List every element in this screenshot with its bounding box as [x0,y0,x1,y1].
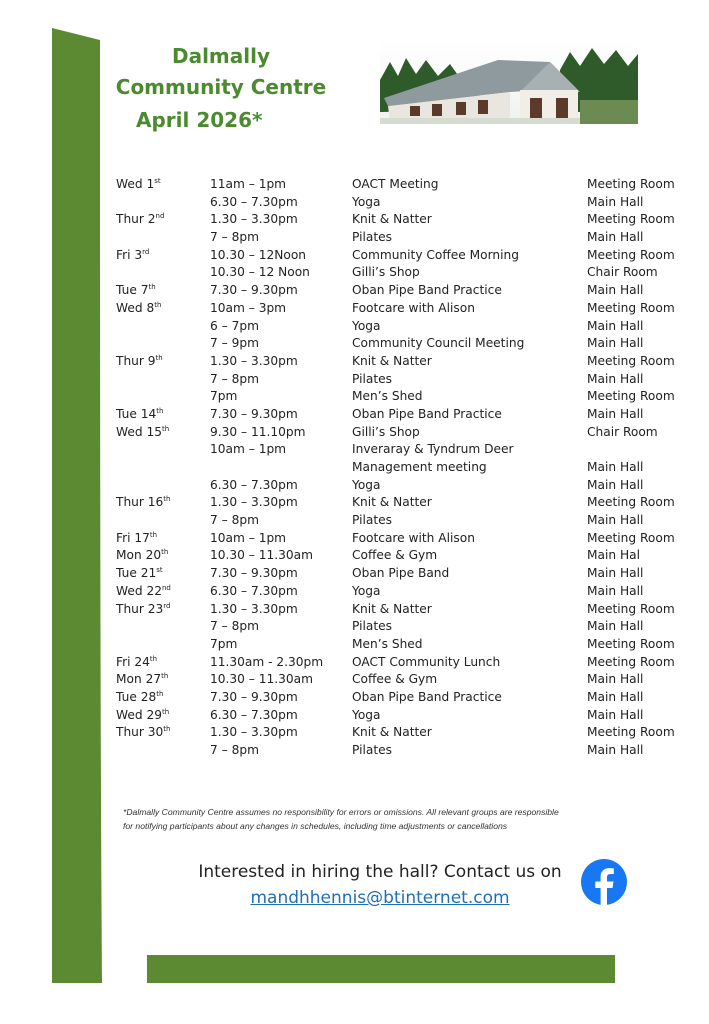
schedule-row [116,388,686,406]
schedule-row [116,371,686,389]
schedule-time: 6 – 7pm [210,318,259,333]
schedule-day-suffix: st [156,566,163,575]
schedule-table [116,176,686,760]
schedule-time: 11.30am - 2.30pm [210,654,324,669]
schedule-day-text: Thur 23 [116,601,164,616]
schedule-day [116,353,163,371]
schedule-time: 7 – 9pm [210,336,259,351]
schedule-day [116,565,163,583]
schedule-time: 7.30 – 9.30pm [210,406,298,421]
schedule-row [116,300,686,318]
schedule-time: 1.30 – 3.30pm [210,725,298,740]
schedule-row [116,636,686,654]
schedule-event: Oban Pipe Band Practice [352,283,502,298]
title-month: April 2026* [136,108,263,132]
schedule-day [116,583,171,601]
schedule-day [116,211,164,229]
schedule-time: 10am – 1pm [210,530,287,545]
schedule-day-text: Tue 7 [116,283,149,298]
schedule-row [116,264,686,282]
schedule-day-text: Wed 22 [116,583,162,598]
schedule-day-text: Mon 20 [116,548,162,563]
schedule-event: Knit & Natter [352,601,432,616]
schedule-row [116,530,686,548]
schedule-day-text: Thur 16 [116,495,164,510]
schedule-day-text: Mon 27 [116,672,162,687]
schedule-event: Men’s Shed [352,636,423,651]
schedule-day [116,282,156,300]
schedule-day-suffix: th [163,725,171,734]
schedule-room: Main Hall [587,743,644,757]
schedule-event: Gilli’s Shop [352,265,420,280]
schedule-room: Main Hall [587,672,644,687]
schedule-day-text: Tue 21 [116,566,157,581]
schedule-room: Main Hall [587,283,644,298]
schedule-row [116,406,686,424]
schedule-room: Main Hall [587,707,644,722]
contact-email-link[interactable]: mandhhennis@btinternet.com [250,888,510,908]
schedule-room: Main Hall [587,477,644,492]
schedule-room: Main Hall [587,619,644,634]
schedule-row [116,353,686,371]
schedule-row [116,742,686,760]
schedule-day-suffix: nd [155,212,165,221]
schedule-event: Coffee & Gym [352,672,438,687]
bottom-green-bar [147,955,615,983]
schedule-day-suffix: th [161,672,169,681]
schedule-time: 7 – 8pm [210,230,259,245]
schedule-day [116,424,169,442]
schedule-room: Meeting Room [587,177,675,191]
schedule-event: Yoga [352,477,381,492]
schedule-room: Main Hall [587,318,644,333]
schedule-time: 7.30 – 9.30pm [210,689,298,704]
schedule-day [116,724,170,742]
schedule-day [116,530,157,548]
schedule-event: Oban Pipe Band Practice [352,406,502,421]
schedule-event: OACT Community Lunch [352,654,501,669]
schedule-room: Meeting Room [587,247,675,262]
schedule-room: Main Hall [587,194,644,209]
schedule-event: Yoga [352,583,381,598]
schedule-room: Meeting Room [587,212,675,227]
schedule-room: Main Hal [587,548,640,563]
schedule-day-text: Fri 24 [116,654,150,669]
schedule-day-text: Thur 9 [116,353,156,368]
schedule-event: Community Coffee Morning [352,247,519,262]
schedule-row [116,601,686,619]
schedule-room: Meeting Room [587,300,675,315]
schedule-day [116,300,161,318]
schedule-row [116,477,686,495]
schedule-day-text: Wed 8 [116,300,155,315]
schedule-event: Knit & Natter [352,725,432,740]
schedule-row [116,494,686,512]
schedule-event: Pilates [352,619,392,634]
schedule-day-text: Tue 14 [116,406,157,421]
schedule-row [116,318,686,336]
schedule-day-suffix: th [156,689,164,698]
schedule-day-text: Tue 28 [116,689,157,704]
schedule-day-text: Fri 17 [116,530,150,545]
schedule-room: Meeting Room [587,495,675,510]
schedule-day-suffix: st [154,176,161,185]
schedule-day-suffix: th [148,283,156,292]
schedule-room: Meeting Room [587,725,675,740]
schedule-time: 10.30 – 12 Noon [210,265,310,280]
schedule-day-text: Fri 3 [116,247,143,262]
schedule-event: Gilli’s Shop [352,424,420,439]
schedule-event: Inveraray & Tyndrum Deer [352,442,514,457]
schedule-day-suffix: rd [163,601,171,610]
schedule-time: 6.30 – 7.30pm [210,707,298,722]
schedule-row [116,583,686,601]
schedule-row [116,441,686,459]
schedule-room: Main Hall [587,689,644,704]
schedule-event: Pilates [352,743,392,757]
schedule-row [116,618,686,636]
schedule-room: Main Hall [587,406,644,421]
schedule-room: Meeting Room [587,530,675,545]
schedule-day [116,654,157,672]
left-green-bar [0,0,120,1024]
schedule-event: OACT Meeting [352,177,439,191]
schedule-day-suffix: th [163,495,171,504]
schedule-time: 1.30 – 3.30pm [210,353,298,368]
schedule-day-suffix: th [149,530,158,539]
disclaimer-line-2: for notifying participants about any changes in schedules, including time adjustments or cancellations [123,821,508,831]
schedule-row [116,512,686,530]
schedule-day-suffix: th [156,406,164,415]
schedule-day-text: Wed 29 [116,707,162,722]
schedule-day-text: Thur 30 [116,725,164,740]
schedule-day [116,547,168,565]
schedule-day-suffix: th [161,548,169,557]
schedule-row [116,247,686,265]
schedule-room: Main Hall [587,513,644,528]
schedule-day-suffix: th [154,300,162,309]
schedule-row [116,547,686,565]
schedule-time: 10.30 – 12Noon [210,247,306,262]
schedule-time: 1.30 – 3.30pm [210,495,298,510]
schedule-day-suffix: th [161,424,170,433]
schedule-day [116,601,171,619]
schedule-event: Management meeting [352,460,487,474]
schedule-time: 11am – 1pm [210,177,287,191]
schedule-room: Meeting Room [587,636,675,651]
schedule-row [116,194,686,212]
schedule-room: Main Hall [587,336,644,351]
schedule-time: 7.30 – 9.30pm [210,283,298,298]
schedule-event: Yoga [352,318,381,333]
schedule-time: 6.30 – 7.30pm [210,583,298,598]
community-centre-photo [380,40,638,124]
schedule-time: 7.30 – 9.30pm [210,566,298,581]
schedule-time: 1.30 – 3.30pm [210,212,298,227]
schedule-room: Main Hall [587,566,644,581]
schedule-room: Main Hall [587,460,644,474]
schedule-time: 7pm [210,636,238,651]
facebook-icon[interactable] [580,858,628,906]
schedule-row [116,689,686,707]
schedule-row [116,565,686,583]
schedule-day-suffix: th [161,707,170,716]
schedule-row [116,707,686,725]
schedule-row [116,424,686,442]
schedule-time: 7 – 8pm [210,371,259,386]
schedule-room: Meeting Room [587,389,675,404]
schedule-event: Coffee & Gym [352,548,438,563]
schedule-time: 7pm [210,389,238,404]
schedule-day-suffix: rd [142,247,150,256]
disclaimer [123,805,663,833]
schedule-room: Meeting Room [587,654,675,669]
schedule-time: 10.30 – 11.30am [210,548,313,563]
schedule-event: Knit & Natter [352,495,432,510]
schedule-event: Community Council Meeting [352,336,525,351]
schedule-event: Pilates [352,371,392,386]
schedule-row [116,724,686,742]
schedule-day-text: Wed 1 [116,177,155,191]
schedule-event: Pilates [352,513,392,528]
schedule-time: 10.30 – 11.30am [210,672,313,687]
schedule-event: Yoga [352,194,381,209]
schedule-event: Men’s Shed [352,389,423,404]
schedule-day-suffix: nd [161,583,171,592]
schedule-day [116,176,161,194]
schedule-room: Meeting Room [587,601,675,616]
schedule-day-text: Wed 15 [116,424,162,439]
title-line-1: Dalmally [171,44,271,68]
schedule-time: 9.30 – 11.10pm [210,424,306,439]
schedule-time: 7 – 8pm [210,513,259,528]
schedule-room: Chair Room [587,265,658,280]
schedule-event: Yoga [352,707,381,722]
schedule-day [116,494,170,512]
schedule-row [116,654,686,672]
schedule-day-suffix: th [149,654,158,663]
schedule-time: 10am – 1pm [210,442,287,457]
schedule-room: Main Hall [587,371,644,386]
schedule-row [116,282,686,300]
schedule-row [116,176,686,194]
schedule-room: Main Hall [587,230,644,245]
disclaimer-line-1: *Dalmally Community Centre assumes no responsibility for errors or omissions. All relevant groups are responsible [123,807,559,817]
schedule-day [116,671,168,689]
schedule-time: 10am – 3pm [210,300,287,315]
schedule-time: 6.30 – 7.30pm [210,477,298,492]
schedule-event: Knit & Natter [352,212,432,227]
schedule-time: 7 – 8pm [210,619,259,634]
title-line-2: Community Centre [115,75,327,99]
schedule-row [116,211,686,229]
schedule-day [116,689,163,707]
schedule-time: 6.30 – 7.30pm [210,194,298,209]
schedule-event: Footcare with Alison [352,300,475,315]
schedule-row [116,671,686,689]
schedule-time: 7 – 8pm [210,743,259,757]
schedule-room: Main Hall [587,583,644,598]
schedule-event: Pilates [352,230,392,245]
schedule-event: Footcare with Alison [352,530,475,545]
hire-hall-text: Interested in hiring the hall? Contact us on [198,862,562,882]
schedule-row [116,459,686,477]
schedule-day [116,707,169,725]
schedule-day-text: Thur 2 [116,212,156,227]
schedule-day [116,247,149,265]
schedule-row [116,229,686,247]
schedule-room: Meeting Room [587,353,675,368]
schedule-event: Knit & Natter [352,353,432,368]
schedule-day [116,406,163,424]
schedule-time: 1.30 – 3.30pm [210,601,298,616]
schedule-event: Oban Pipe Band Practice [352,689,502,704]
schedule-room: Chair Room [587,424,658,439]
schedule-event: Oban Pipe Band [352,566,450,581]
schedule-day-suffix: th [155,353,163,362]
schedule-row [116,335,686,353]
